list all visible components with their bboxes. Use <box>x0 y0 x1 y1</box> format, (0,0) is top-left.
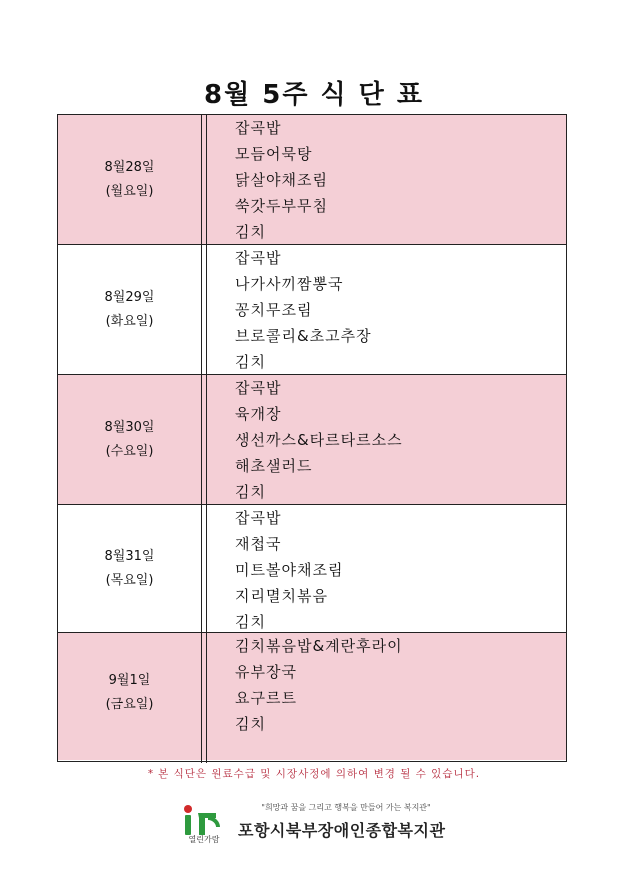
date-label: 9월1일 <box>108 673 151 688</box>
org-slogan: "희망과 꿈을 그리고 행복을 만들어 가는 복지관" <box>261 803 431 812</box>
menu-item: 나가사끼짬뽕국 <box>235 275 344 293</box>
day-row-tuesday <box>58 245 566 375</box>
menu-item: 김치 <box>235 223 266 241</box>
page-title: 8월 5주 식 단 표 <box>204 80 424 110</box>
column-divider <box>206 115 207 763</box>
menu-item: 미트볼야채조림 <box>235 561 344 579</box>
org-name: 포항시북부장애인종합복지관 <box>238 821 446 840</box>
menu-item: 브로콜리&초고추장 <box>235 327 372 345</box>
logo-caption: 열린가람 <box>188 835 220 844</box>
column-divider <box>201 115 202 763</box>
date-label: 8월28일 <box>104 159 155 175</box>
menu-item: 재첩국 <box>235 535 282 553</box>
menu-item: 요구르트 <box>235 689 297 707</box>
menu-item: 생선까스&타르타르소스 <box>235 431 403 449</box>
day-row-thursday <box>58 505 566 633</box>
menu-items <box>235 115 328 245</box>
menu-item: 육개장 <box>235 405 282 423</box>
menu-items <box>235 245 372 375</box>
date-cell <box>58 633 201 753</box>
menu-item: 김치 <box>235 483 266 501</box>
date-cell <box>58 375 201 504</box>
menu-item: 김치 <box>235 613 266 631</box>
weekday-label: (금요일) <box>105 697 154 712</box>
menu-items <box>235 633 403 737</box>
menu-item: 모듬어묵탕 <box>235 145 313 163</box>
date-cell <box>58 245 201 374</box>
date-label: 8월30일 <box>104 419 155 435</box>
weekday-label: (월요일) <box>105 183 154 199</box>
menu-item: 잡곡밥 <box>235 119 282 137</box>
menu-item: 해초샐러드 <box>235 457 313 475</box>
menu-item: 유부장국 <box>235 663 297 681</box>
menu-item: 잡곡밥 <box>235 509 282 527</box>
menu-item: 꽁치무조림 <box>235 301 313 319</box>
notice-message: 본 식단은 원료수급 및 시장사정에 의하여 변경 될 수 있습니다. <box>158 768 481 780</box>
menu-table <box>57 114 567 762</box>
day-row-wednesday <box>58 375 566 505</box>
menu-item: 잡곡밥 <box>235 249 282 267</box>
notice-mark: * <box>147 768 155 780</box>
weekday-label: (목요일) <box>105 572 154 588</box>
date-cell <box>58 505 201 632</box>
menu-items <box>235 375 403 505</box>
date-label: 8월31일 <box>104 548 155 564</box>
menu-item: 김치볶음밥&계란후라이 <box>235 637 403 655</box>
date-label: 8월29일 <box>104 289 155 305</box>
menu-item: 김치 <box>235 353 266 371</box>
menu-item: 쑥갓두부무침 <box>235 197 328 215</box>
menu-items <box>235 505 343 635</box>
weekday-label: (수요일) <box>105 443 154 459</box>
menu-item: 닭살야채조림 <box>235 171 328 189</box>
menu-item: 김치 <box>235 715 266 733</box>
date-cell <box>58 115 201 244</box>
menu-item: 지리멸치볶음 <box>235 587 328 605</box>
weekday-label: (화요일) <box>105 313 154 329</box>
day-row-monday <box>58 115 566 245</box>
notice-text <box>0 766 628 781</box>
day-row-friday <box>58 633 566 760</box>
menu-item: 잡곡밥 <box>235 379 282 397</box>
